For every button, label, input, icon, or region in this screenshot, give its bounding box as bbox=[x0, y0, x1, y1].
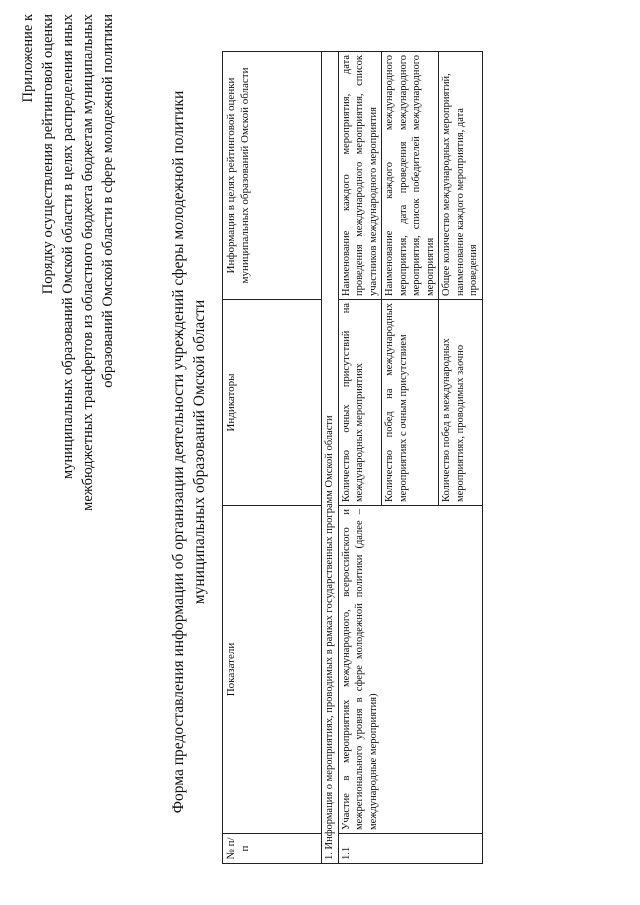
indicator-cell: Количество побед на международных мероприятиях с очным присутствием bbox=[382, 300, 439, 506]
row-number: 1.1 bbox=[338, 834, 482, 864]
indicator-group-cell: Участие в мероприятиях международного, всероссийского и межрегионального уровня в сфере молодежной политики (далее – международные мероприятия) bbox=[338, 506, 482, 834]
appendix-line: Приложение к bbox=[20, 14, 36, 103]
header-indicator-group: Показатели bbox=[223, 506, 322, 834]
info-cell: Наименование каждого международного мероприятия, дата проведения международного мероприятия, список победителей международного мероприятия bbox=[382, 52, 439, 300]
appendix-line: муниципальных образований Омской области в целях распределения иных bbox=[60, 14, 76, 479]
form-title-line: Форма предоставления информации об организации деятельности учреждений сферы молодежной политики bbox=[170, 90, 187, 814]
appendix-line: образований Омской области в сфере молодежной политики bbox=[100, 14, 116, 388]
info-cell: Наименование каждого мероприятия, дата проведения международного мероприятия, список участников международного мероприятия bbox=[338, 52, 382, 300]
header-info: Информация в целях рейтинговой оценки муниципальных образований Омской области bbox=[223, 52, 322, 300]
indicators-table bbox=[222, 51, 483, 864]
header-indicators: Индикаторы bbox=[223, 300, 322, 506]
appendix-line: межбюджетных трансфертов из областного бюджета бюджетам муниципальных bbox=[80, 14, 96, 511]
indicator-cell: Количество очных присутствий на международных мероприятиях bbox=[338, 300, 382, 506]
table-header-row bbox=[223, 52, 322, 864]
form-title-line: муниципальных образований Омской области bbox=[191, 299, 208, 605]
appendix-line: Порядку осуществления рейтинговой оценки bbox=[40, 14, 56, 295]
info-cell: Общее количество международных мероприятий, наименование каждого мероприятия, дата проведения bbox=[439, 52, 483, 300]
appendix-header bbox=[18, 14, 118, 892]
table-row bbox=[338, 52, 382, 864]
rotated-sheet bbox=[10, 12, 630, 892]
form-title bbox=[168, 12, 210, 892]
section-title: 1. Информация о мероприятиях, проводимых в рамках государственных программ Омской области bbox=[322, 52, 339, 864]
header-num: № п/п bbox=[223, 834, 322, 864]
indicator-cell: Количество побед в международных мероприятиях, проводимых заочно bbox=[439, 300, 483, 506]
section-row bbox=[322, 52, 339, 864]
